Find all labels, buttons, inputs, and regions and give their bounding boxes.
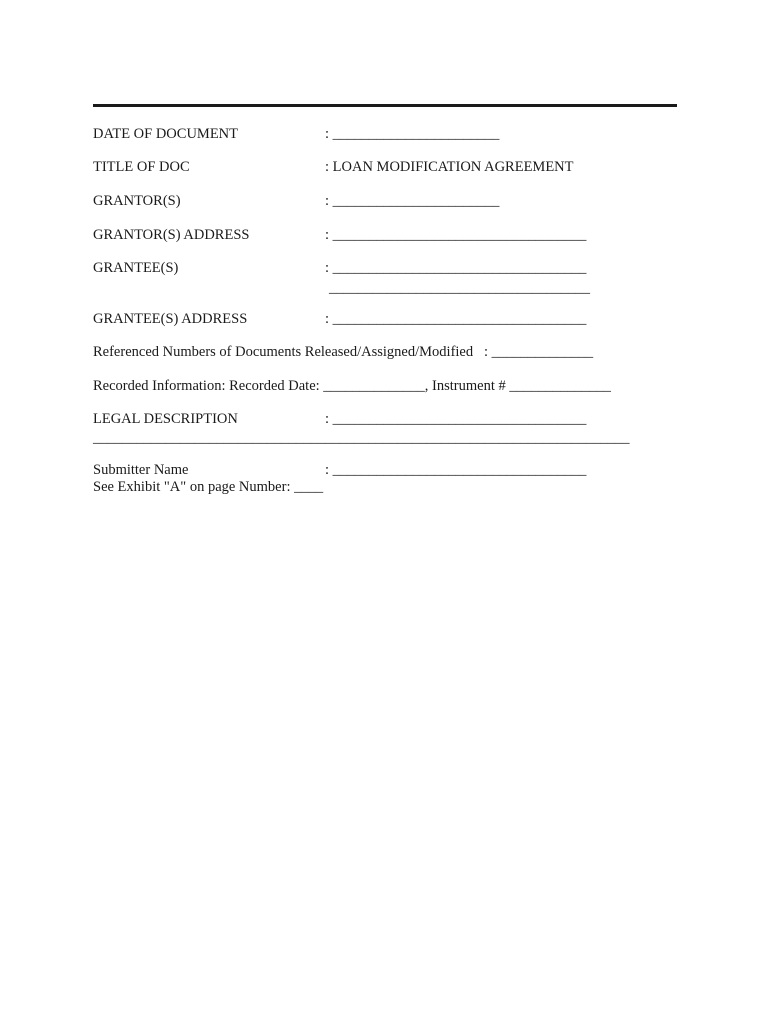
grantees-address-label: GRANTEE(S) ADDRESS: [93, 311, 248, 327]
date-of-document-value: : _______________________: [325, 126, 500, 142]
header-rule: [93, 104, 677, 107]
grantors-row: [93, 192, 673, 210]
title-of-doc-value: : LOAN MODIFICATION AGREEMENT: [325, 159, 574, 175]
title-of-doc-row: [93, 158, 673, 176]
grantors-value: : _______________________: [325, 193, 500, 209]
referenced-numbers-line: Referenced Numbers of Documents Released/Assigned/Modified : ______________: [93, 344, 594, 360]
title-of-doc-label: TITLE OF DOC: [93, 159, 190, 175]
grantors-address-label: GRANTOR(S) ADDRESS: [93, 227, 250, 243]
legal-description-blank-line: __________________________________________________________________________: [93, 430, 630, 446]
legal-description-value: : ___________________________________: [325, 411, 587, 427]
grantees-row: [93, 259, 673, 277]
grantees-address-row: [93, 310, 673, 328]
submitter-name-row: [93, 461, 673, 479]
legal-description-label: LEGAL DESCRIPTION: [93, 411, 238, 427]
grantees-label: GRANTEE(S): [93, 260, 179, 276]
grantors-address-value: : ___________________________________: [325, 227, 587, 243]
date-of-document-row: [93, 125, 673, 143]
grantees-address-value: : ___________________________________: [325, 311, 587, 327]
exhibit-note: See Exhibit "A" on page Number: ____: [93, 479, 324, 495]
recorded-information-line: Recorded Information: Recorded Date: ______________, Instrument # ______________: [93, 378, 611, 394]
grantees-continuation-line: ____________________________________: [329, 280, 590, 296]
grantors-label: GRANTOR(S): [93, 193, 181, 209]
submitter-name-value: : ___________________________________: [325, 462, 587, 478]
submitter-name-label: Submitter Name: [93, 462, 189, 478]
grantees-value: : ___________________________________: [325, 260, 587, 276]
grantors-address-row: [93, 226, 673, 244]
legal-description-row: [93, 410, 673, 428]
date-of-document-label: DATE OF DOCUMENT: [93, 126, 238, 142]
